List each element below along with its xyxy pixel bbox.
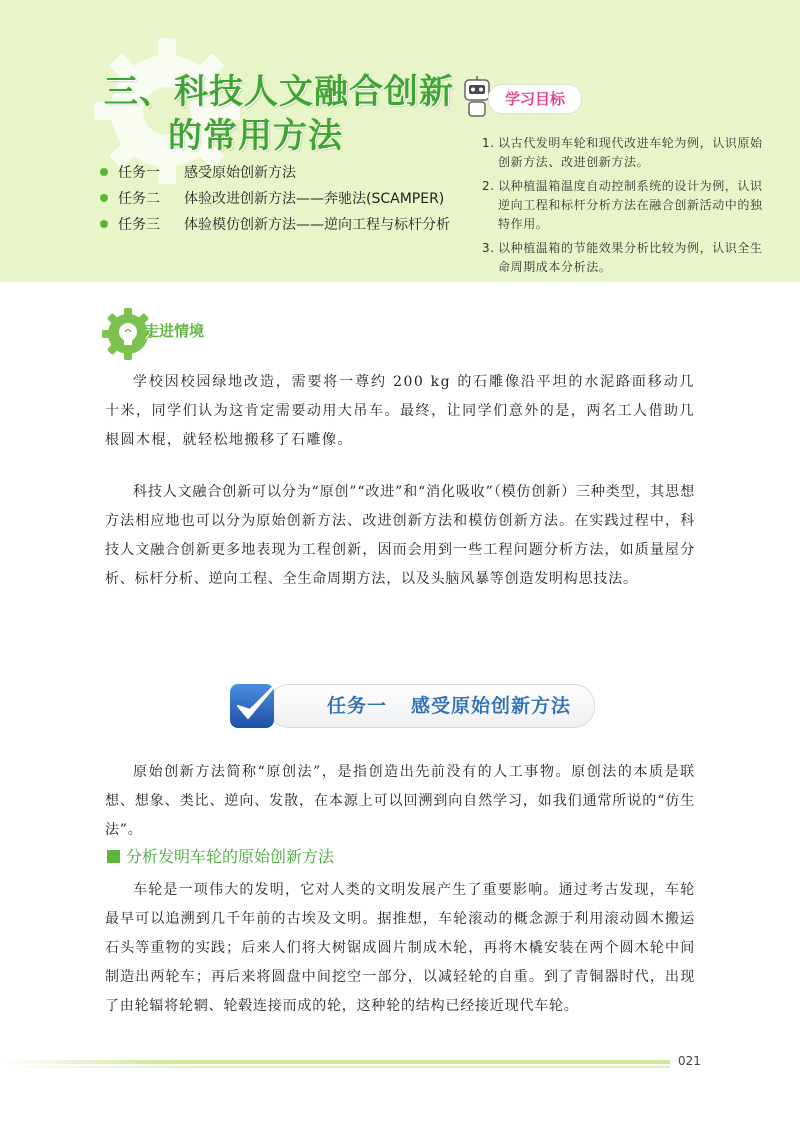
- task1-banner-bar: [268, 684, 595, 728]
- task1-title: [327, 685, 571, 727]
- task1-paragraph-1: 原始创新方法简称“原创法”，是指创造出先前没有的人工事物。原创法的本质是联想、想象、类比、逆向、发散，在本源上可以回溯到向自然学习，如我们通常所说的“仿生法”。: [105, 764, 695, 838]
- task-list-item: [100, 186, 480, 212]
- section-heading-text: 分析发明车轮的原始创新方法: [126, 847, 335, 866]
- bullet-icon: [100, 168, 108, 176]
- footer-bar: [0, 1060, 670, 1064]
- scene-paragraph: 学校因校园绿地改造，需要将一尊约 200 kg 的石雕像沿平坦的水泥路面移动几十米，同学们认为这肯定需要动用大吊车。最终，让同学们意外的是，两名工人借助几根圆木棍，就轻松地搬移了石雕像。: [105, 374, 695, 448]
- task-name: 任务三: [118, 217, 160, 233]
- goal-item: [482, 239, 774, 277]
- goal-number: 3.: [482, 241, 495, 255]
- square-bullet-icon: [107, 850, 120, 863]
- goal-item: [482, 177, 774, 234]
- task-text: 体验改进创新方法——奔驰法(SCAMPER): [184, 191, 445, 207]
- footer-bar-thin: [0, 1066, 670, 1068]
- chapter-title: [104, 70, 464, 158]
- task1-title-text: 感受原始创新方法: [411, 695, 572, 717]
- scene-section-label: 走进情境: [144, 322, 205, 340]
- task1-paragraph-2: 车轮是一项伟大的发明，它对人类的文明发展产生了重要影响。通过考古发现，车轮最早可以追溯到几千年前的古埃及文明。据推想，车轮滚动的概念源于利用滚动圆木搬运石头等重物的实践；后来人们将大树锯成圆片制成木轮，再将木橇安装在两个圆木轮中间制造出两轮车；再后来将圆盘中间挖空一部分，以减轻轮的自重。到了青铜器时代，出现了由轮辐将轮辋、轮毂连接而成的轮，这种轮的结构已经接近现代车轮。: [105, 882, 695, 1014]
- bullet-icon: [100, 220, 108, 228]
- task-name: 任务一: [118, 165, 160, 181]
- goal-text: 以古代发明车轮和现代改进车轮为例，认识原始创新方法、改进创新方法。: [498, 136, 763, 169]
- section-heading: [107, 845, 334, 869]
- goal-text: 以种植温箱温度自动控制系统的设计为例，认识逆向工程和标杆分析方法在融合创新活动中的独特作用。: [498, 179, 763, 231]
- goal-number: 1.: [482, 136, 495, 150]
- task-list-item: [100, 160, 480, 186]
- learning-goals-label: 学习目标: [488, 84, 582, 114]
- intro-paragraph: 科技人文融合创新可以分为“原创”“改进”和“消化吸收”（模仿创新）三种类型，其思想方法相应地也可以分为原始创新方法、改进创新方法和模仿创新方法。在实践过程中，科技人文融合创新更多地表现为工程创新，因而会用到一些工程问题分析方法，如质量屋分析、标杆分析、逆向工程、全生命周期方法，以及头脑风暴等创造发明构思技法。: [105, 484, 695, 587]
- bullet-icon: [100, 194, 108, 202]
- task-text: 感受原始创新方法: [184, 165, 296, 181]
- checkmark-icon: [226, 676, 286, 734]
- page-number: 021: [678, 1054, 701, 1068]
- task-list-item: [100, 212, 480, 238]
- task-name: 任务二: [118, 191, 160, 207]
- chapter-title-line2: 的常用方法: [168, 116, 343, 156]
- task-text: 体验模仿创新方法——逆向工程与标杆分析: [184, 217, 450, 233]
- goal-number: 2.: [482, 179, 495, 193]
- task-list: [100, 160, 480, 238]
- task1-name: 任务一: [327, 695, 388, 717]
- learning-goals-list: [482, 134, 774, 282]
- task1-banner: [226, 676, 596, 734]
- goal-text: 以种植温箱的节能效果分析比较为例，认识全生命周期成本分析法。: [498, 241, 763, 274]
- chapter-title-line1: 三、科技人文融合创新: [104, 72, 454, 112]
- learning-goals-badge: [460, 76, 584, 120]
- goal-item: [482, 134, 774, 172]
